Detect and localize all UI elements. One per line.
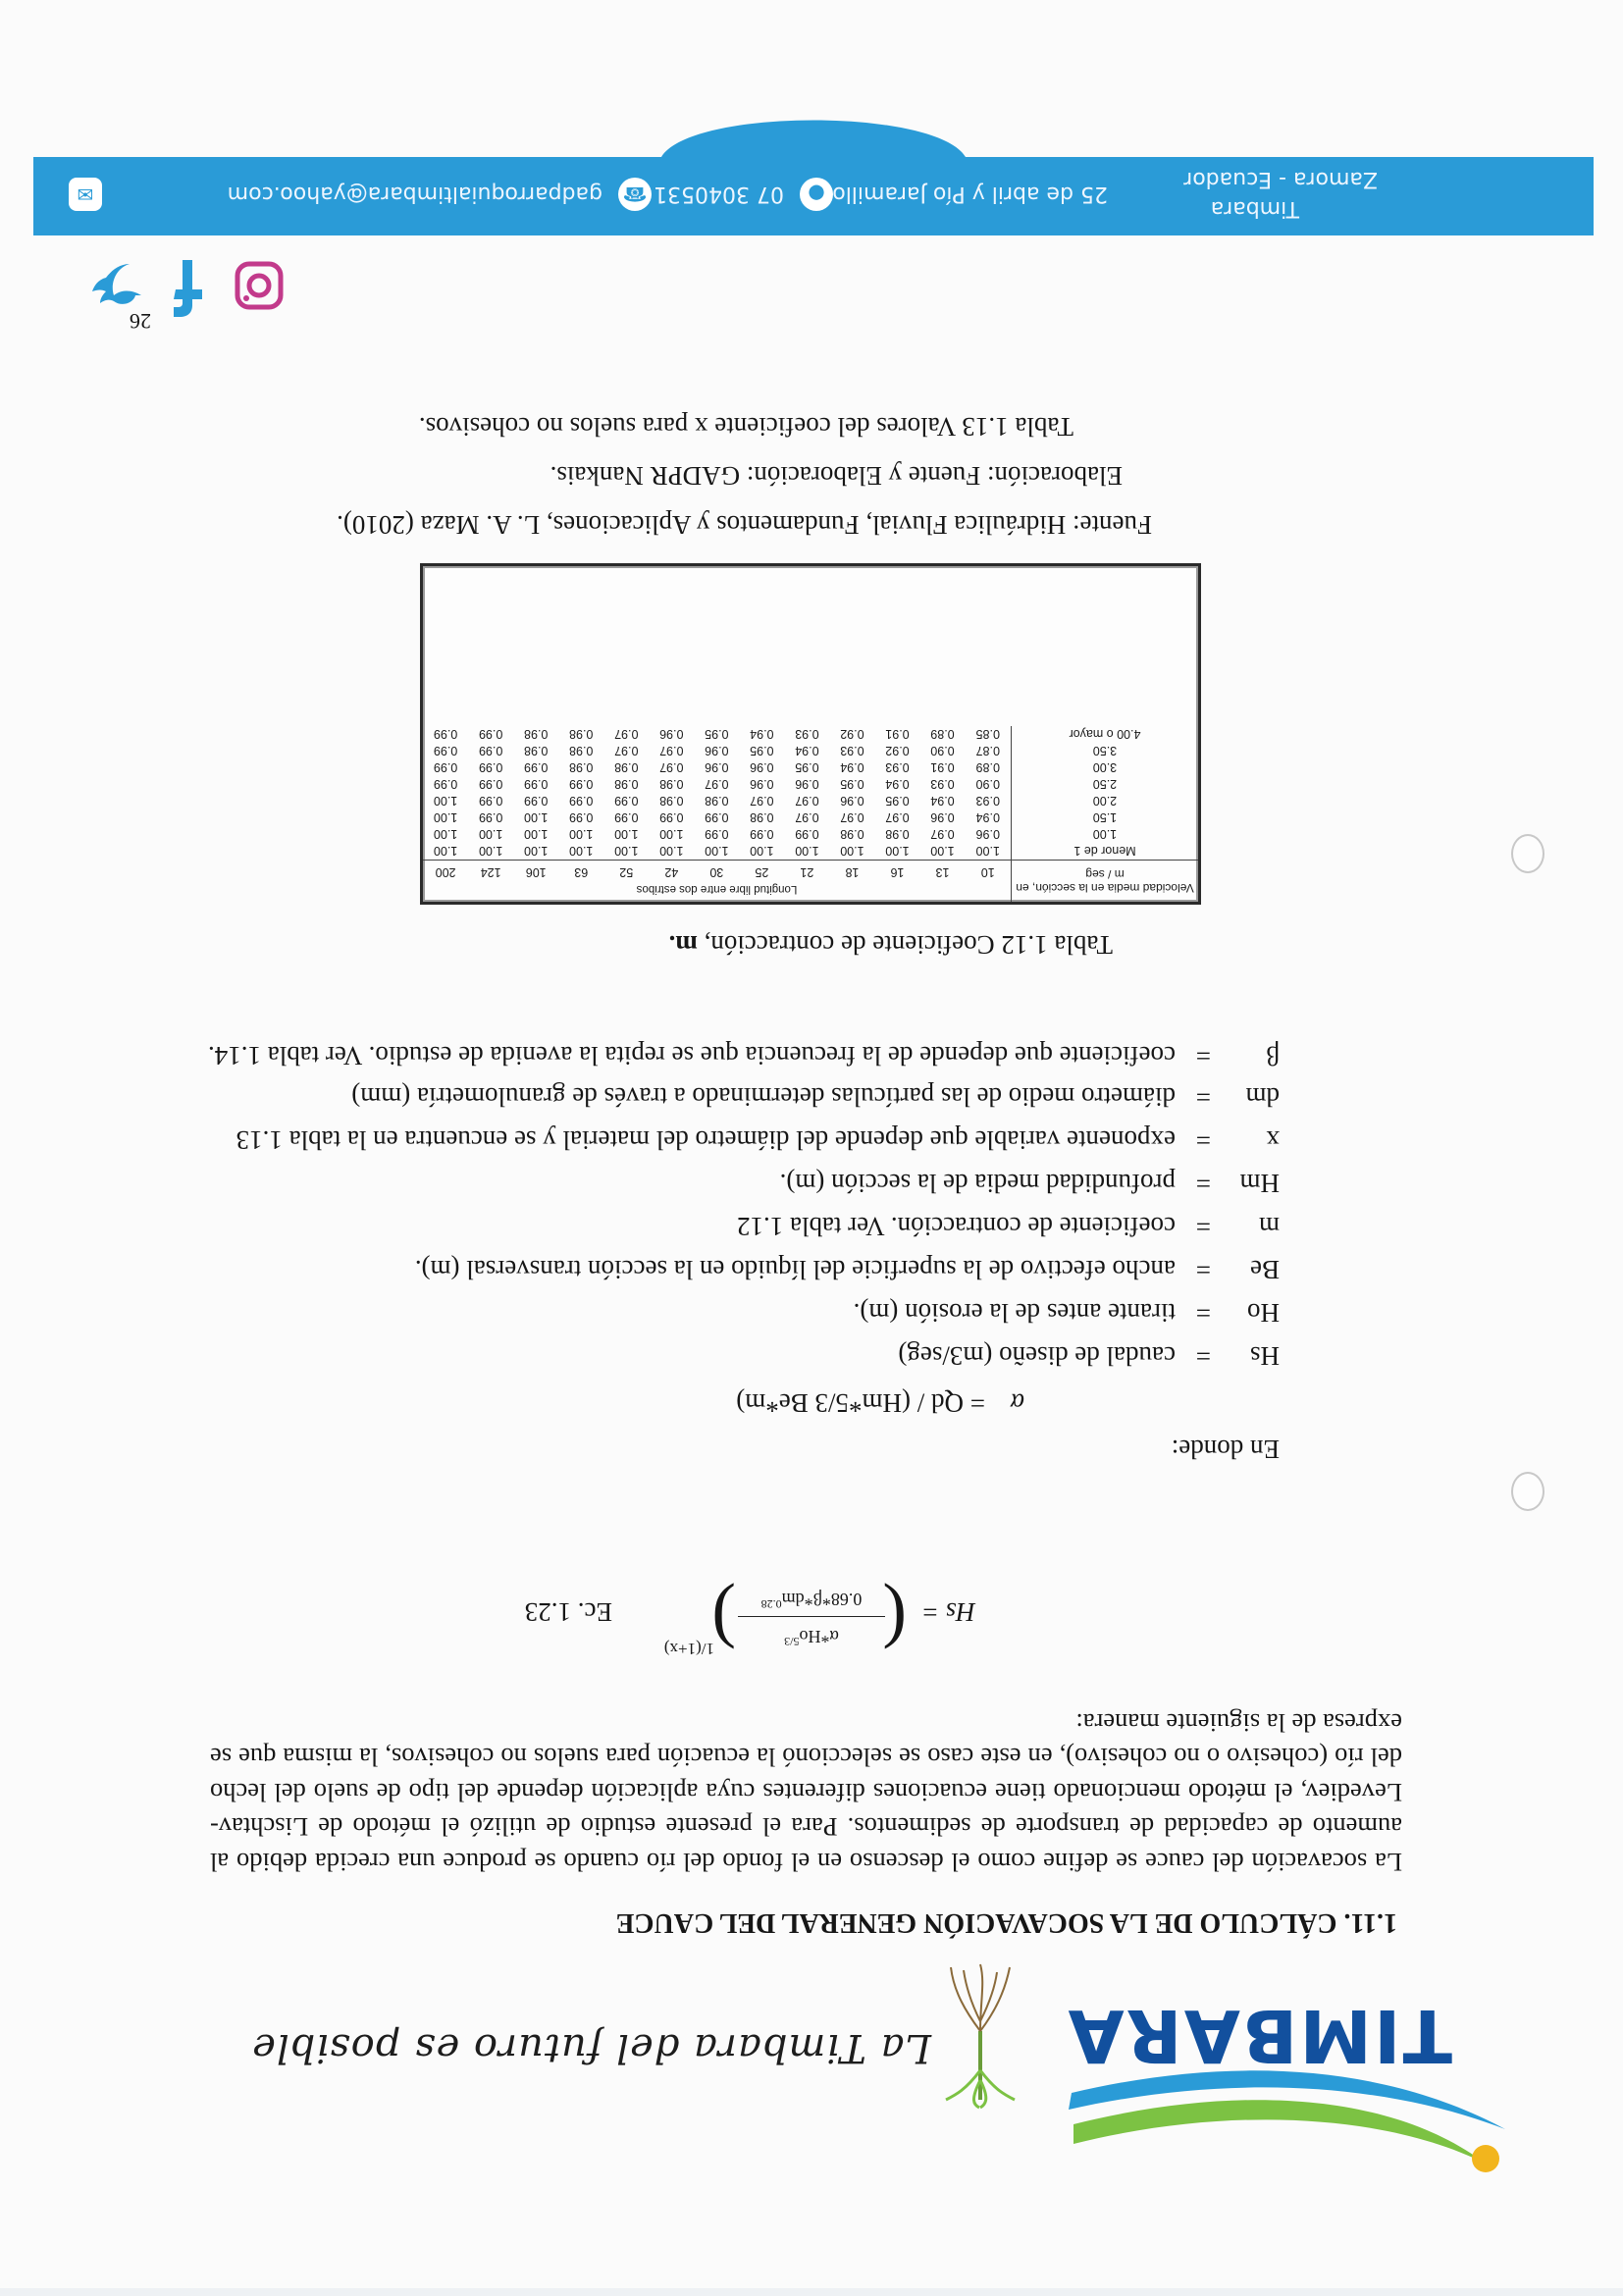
row-label: 1.50 [1012, 809, 1199, 826]
table-cell: 0.99 [524, 794, 549, 809]
table-cell: 1.00 [524, 844, 549, 859]
table-cell: 0.97 [614, 744, 639, 758]
table-cell: 0.98 [569, 760, 594, 775]
intro-paragraph: La socavación del cauce se define como el descenso en el fondo del río cuando se produce una crecida debido al aumento de capacidad de transporte de sedimentos. Para el presente estudio de utilizó el método de Lischtav-Levediev, el método mencionado tiene ecuaciones diferentes cuya aplicación depende del tipo de suelo del lecho del río (cohesivo o no cohesivo), en este caso se seleccionó la ecuación para suelos no cohesivos, la misma que se expresa de la siguiente manera: [210, 1708, 1402, 1877]
table-cell: 0.94 [750, 727, 774, 742]
col-header: 124 [468, 861, 513, 882]
table-cell: 0.93 [975, 794, 1000, 809]
table-cell: 0.96 [975, 827, 1000, 842]
table-cell: 0.98 [840, 827, 864, 842]
definition-text: diámetro medio de las partículas determinado a través de granulometría (mm) [351, 1082, 1176, 1112]
alpha-definition [736, 1387, 1024, 1418]
table-cell: 0.89 [975, 760, 1000, 775]
col-header: 25 [739, 861, 784, 882]
section-title: 1.11. CÁLCULO DE LA SOCAVACIÓN GENERAL DEL CAUCE [615, 1907, 1397, 1938]
definition-equals: = [1195, 1125, 1211, 1155]
table-cell: 0.89 [930, 727, 955, 742]
page-number: 26 [130, 309, 151, 334]
col-header: 16 [874, 861, 919, 882]
table-cell: 0.98 [705, 794, 729, 809]
table-cell: 0.91 [885, 727, 910, 742]
table-cell: 0.95 [750, 744, 774, 758]
equation-numerator [738, 1626, 885, 1648]
row-label: 2.00 [1012, 793, 1199, 809]
table-cell: 0.91 [930, 760, 955, 775]
table-body [423, 726, 1198, 861]
coefficient-table [423, 726, 1198, 902]
length-header: Longitud libre entre dos estribos [636, 883, 798, 896]
table-cell: 1.00 [569, 827, 594, 842]
definition-x [236, 1122, 1280, 1158]
table-cell: 1.00 [433, 827, 458, 842]
table-cell: 1.00 [433, 794, 458, 809]
definition-hm [780, 1166, 1280, 1201]
table-cell: 1.00 [433, 844, 458, 859]
table-cell: 0.99 [569, 810, 594, 825]
footer-contact-band [0, 118, 1623, 265]
location-icon: ● [800, 178, 833, 211]
equation-label: Ec. 1.23 [524, 1597, 612, 1627]
footer-address: 25 de abril y Pío Jaramillo [832, 182, 1108, 206]
equation-1-23 [288, 1521, 975, 1662]
phone-icon: ☎ [618, 178, 652, 211]
facebook-icon [174, 260, 202, 317]
table-cell: 0.93 [795, 727, 819, 742]
equation-lhs: Hs = [921, 1597, 975, 1627]
table-cell: 0.99 [433, 744, 458, 758]
table-cell: 0.94 [885, 777, 910, 792]
definition-symbol: Hm [1239, 1169, 1280, 1198]
table-cell: 0.99 [433, 727, 458, 742]
equation-right-paren: ) [711, 1582, 736, 1662]
table-cell: 1.00 [524, 827, 549, 842]
logo-wordmark: TIMBARA [1066, 1993, 1452, 2077]
definition-symbol: x [1266, 1125, 1280, 1155]
table-row [423, 793, 1198, 809]
table-cell: 1.00 [705, 844, 729, 859]
table-cell: 1.00 [795, 844, 819, 859]
table-cell: 0.94 [975, 810, 1000, 825]
definition-text: coeficiente de contracción. Ver tabla 1.12 [736, 1212, 1176, 1241]
definition-hs [898, 1338, 1280, 1374]
caption-text: Tabla 1.12 Coeficiente de contracción, [697, 930, 1113, 960]
table-cell: 0.93 [885, 760, 910, 775]
table-cell: 0.96 [705, 744, 729, 758]
definition-ho [854, 1295, 1280, 1331]
en-donde-label: En donde: [1171, 1435, 1280, 1464]
denominator-exponent: 0.28 [760, 1597, 782, 1611]
row-label: 2.50 [1012, 776, 1199, 793]
table-cell: 1.00 [614, 827, 639, 842]
table-1-13-caption: Tabla 1.13 Valores del coeficiente x para suelos no cohesivos. [418, 412, 1073, 442]
table-cell: 0.98 [659, 794, 684, 809]
table-cell: 0.98 [569, 744, 594, 758]
definition-symbol: Be [1250, 1255, 1280, 1284]
definition-equals: = [1195, 1169, 1211, 1198]
table-row [423, 726, 1198, 743]
table-cell: 0.99 [479, 794, 503, 809]
table-cell: 0.93 [840, 744, 864, 758]
col-header: 18 [829, 861, 874, 882]
contraction-coefficient-table [420, 563, 1201, 905]
table-cell: 0.96 [930, 810, 955, 825]
table-cell: 0.97 [659, 760, 684, 775]
table-cell: 1.00 [479, 844, 503, 859]
row-label: 4.00 o mayor [1012, 726, 1199, 743]
table-cell: 1.00 [659, 844, 684, 859]
equation-left-paren: ( [882, 1582, 907, 1662]
table-1-12-caption [669, 929, 1113, 960]
denominator-text: 0.68*β*dm [781, 1590, 863, 1609]
table-cell: 0.96 [705, 760, 729, 775]
table-cell: 0.99 [569, 794, 594, 809]
table-cell: 0.97 [659, 744, 684, 758]
table-cell: 0.95 [795, 760, 819, 775]
table-cell: 0.97 [795, 810, 819, 825]
table-cell: 0.85 [975, 727, 1000, 742]
table-cell: 0.98 [885, 827, 910, 842]
table-cell: 0.99 [479, 744, 503, 758]
definition-text: profundidad media de la sección (m). [779, 1169, 1176, 1198]
col-header: 52 [603, 861, 649, 882]
table-cell: 1.00 [885, 844, 910, 859]
table-row [423, 843, 1198, 861]
table-cell: 0.98 [524, 727, 549, 742]
caption-bold: m. [668, 930, 698, 960]
table-cell: 0.95 [885, 794, 910, 809]
footer-email: gadparroquialtimbara@yahoo.com [227, 182, 602, 206]
row-label: Menor de 1 [1012, 843, 1199, 861]
definition-dm [351, 1079, 1280, 1115]
definition-symbol: β [1266, 1041, 1280, 1070]
footer-region: Zamora - Ecuador [1183, 167, 1378, 191]
table-cell: 0.97 [885, 810, 910, 825]
table-cell: 0.97 [750, 794, 774, 809]
table-cell: 0.98 [659, 777, 684, 792]
table-cell: 0.97 [614, 727, 639, 742]
col-header: 106 [513, 861, 558, 882]
mail-icon: ✉ [69, 178, 102, 211]
table-row [423, 809, 1198, 826]
table-cell: 0.97 [930, 827, 955, 842]
table-cell: 0.90 [930, 744, 955, 758]
table-row [423, 826, 1198, 843]
definition-be [415, 1252, 1280, 1287]
instagram-icon [237, 264, 281, 307]
table-cell: 0.96 [659, 727, 684, 742]
table-cell: 0.98 [614, 777, 639, 792]
table-cell: 1.00 [479, 827, 503, 842]
table-cell: 0.99 [614, 810, 639, 825]
col-header: 42 [649, 861, 694, 882]
table-cell: 1.00 [750, 844, 774, 859]
col-header: 200 [423, 861, 468, 882]
table-cell: 0.93 [930, 777, 955, 792]
col-header: 21 [784, 861, 829, 882]
table-cell: 0.96 [750, 777, 774, 792]
table-cell: 0.94 [795, 744, 819, 758]
table-cell: 0.99 [705, 827, 729, 842]
table-cell: 1.00 [614, 844, 639, 859]
scan-border [0, 2288, 1623, 2296]
table-row [423, 776, 1198, 793]
table-cell: 0.98 [569, 727, 594, 742]
definition-beta [208, 1038, 1280, 1073]
definition-equals: = [1195, 1298, 1211, 1328]
punch-hole-mark [1511, 1472, 1544, 1511]
table-cell: 0.87 [975, 744, 1000, 758]
definition-symbol: dm [1245, 1082, 1280, 1112]
table-cell: 0.99 [795, 827, 819, 842]
definition-equals: = [1195, 1041, 1211, 1070]
col-header: 13 [919, 861, 965, 882]
table-cell: 0.99 [479, 810, 503, 825]
definitions-list [151, 1041, 1280, 1374]
alpha-expression: = Qd / (Hm*5/3 Be*m) [736, 1388, 985, 1418]
table-cell: 0.96 [750, 760, 774, 775]
table-cell: 0.94 [840, 760, 864, 775]
table-cell: 1.00 [569, 844, 594, 859]
table-cell: 1.00 [930, 844, 955, 859]
table-cell: 0.99 [479, 777, 503, 792]
numerator-exponent: 5/3 [784, 1635, 800, 1648]
definition-text: ancho efectivo de la superficie del líquido en la sección transversal (m). [414, 1255, 1176, 1284]
table-cell: 0.97 [705, 777, 729, 792]
table-cell: 0.98 [750, 810, 774, 825]
table-row [423, 759, 1198, 776]
equation-outer-exponent: 1/(1+x) [663, 1640, 714, 1658]
footer-phone: 07 3040531 [654, 182, 784, 206]
table-cell: 1.00 [840, 844, 864, 859]
table-cell: 0.96 [795, 777, 819, 792]
table-row [423, 743, 1198, 759]
equation-denominator [738, 1589, 885, 1611]
definition-equals: = [1195, 1212, 1211, 1241]
col-header: 10 [966, 861, 1012, 882]
table-cell: 1.00 [433, 810, 458, 825]
table-cell: 0.92 [885, 744, 910, 758]
table-cell: 1.00 [524, 810, 549, 825]
table-cell: 0.99 [614, 794, 639, 809]
plant-roots-icon [936, 1962, 1024, 2110]
table-cell: 0.97 [840, 810, 864, 825]
table-cell: 0.99 [479, 760, 503, 775]
row-label: 3.50 [1012, 743, 1199, 759]
table-cell: 0.99 [524, 777, 549, 792]
definition-symbol: m [1258, 1212, 1280, 1241]
table-cell: 0.99 [433, 777, 458, 792]
table-cell: 0.90 [975, 777, 1000, 792]
table-cell: 0.99 [524, 760, 549, 775]
col-header: 63 [558, 861, 603, 882]
table-cell: 0.99 [705, 810, 729, 825]
definition-symbol: Hs [1249, 1341, 1280, 1371]
table-cell: 0.99 [659, 810, 684, 825]
fraction-bar [738, 1616, 885, 1617]
table-cell: 0.95 [840, 777, 864, 792]
table-cell: 0.98 [614, 760, 639, 775]
timbara-logo [1064, 1948, 1525, 2183]
numerator-text: α*Ho [799, 1627, 839, 1646]
table-cell: 0.92 [840, 727, 864, 742]
definition-equals: = [1195, 1082, 1211, 1112]
table-cell: 0.97 [795, 794, 819, 809]
footer-place: Timbara [1210, 196, 1299, 221]
source-line: Fuente: Hidráulica Fluvial, Fundamentos y Aplicaciones, L. A. Maza (2010). [337, 510, 1152, 540]
velocity-header: Velocidad media en la sección, en m / seg [1012, 861, 1199, 903]
definition-text: tirante antes de la erosión (m). [853, 1298, 1176, 1328]
definition-text: coeficiente que depende de la frecuencia que se repita la avenida de estudio. Ver tabla 1.14. [207, 1041, 1176, 1070]
table-cell: 0.99 [750, 827, 774, 842]
table-cell: 0.96 [840, 794, 864, 809]
alpha-symbol: α [1010, 1388, 1024, 1418]
table-cell: 1.00 [659, 827, 684, 842]
table-cell: 0.99 [569, 777, 594, 792]
twitter-icon [92, 264, 141, 304]
table-cell: 0.95 [705, 727, 729, 742]
definition-equals: = [1195, 1341, 1211, 1371]
elaboration-line: Elaboración: Fuente y Elaboración: GADPR Nankais. [550, 461, 1123, 491]
col-header: 30 [694, 861, 739, 882]
punch-hole-mark [1511, 834, 1544, 873]
definition-text: exponente variable que depende del diámetro del material y se encuentra en la tabla 1.13 [236, 1125, 1176, 1155]
definition-symbol: Ho [1247, 1298, 1280, 1328]
table-cell: 0.99 [433, 760, 458, 775]
handwritten-slogan: La Timbara del futuro es posible [251, 2025, 931, 2070]
row-label: 3.00 [1012, 759, 1199, 776]
definition-equals: = [1195, 1255, 1211, 1284]
table-cell: 0.99 [479, 727, 503, 742]
definition-m [737, 1209, 1280, 1244]
table-cell: 0.98 [524, 744, 549, 758]
definition-text: caudal de diseño (m3/seg) [898, 1341, 1176, 1371]
table-cell: 1.00 [975, 844, 1000, 859]
table-cell: 0.94 [930, 794, 955, 809]
row-label: 1.00 [1012, 826, 1199, 843]
